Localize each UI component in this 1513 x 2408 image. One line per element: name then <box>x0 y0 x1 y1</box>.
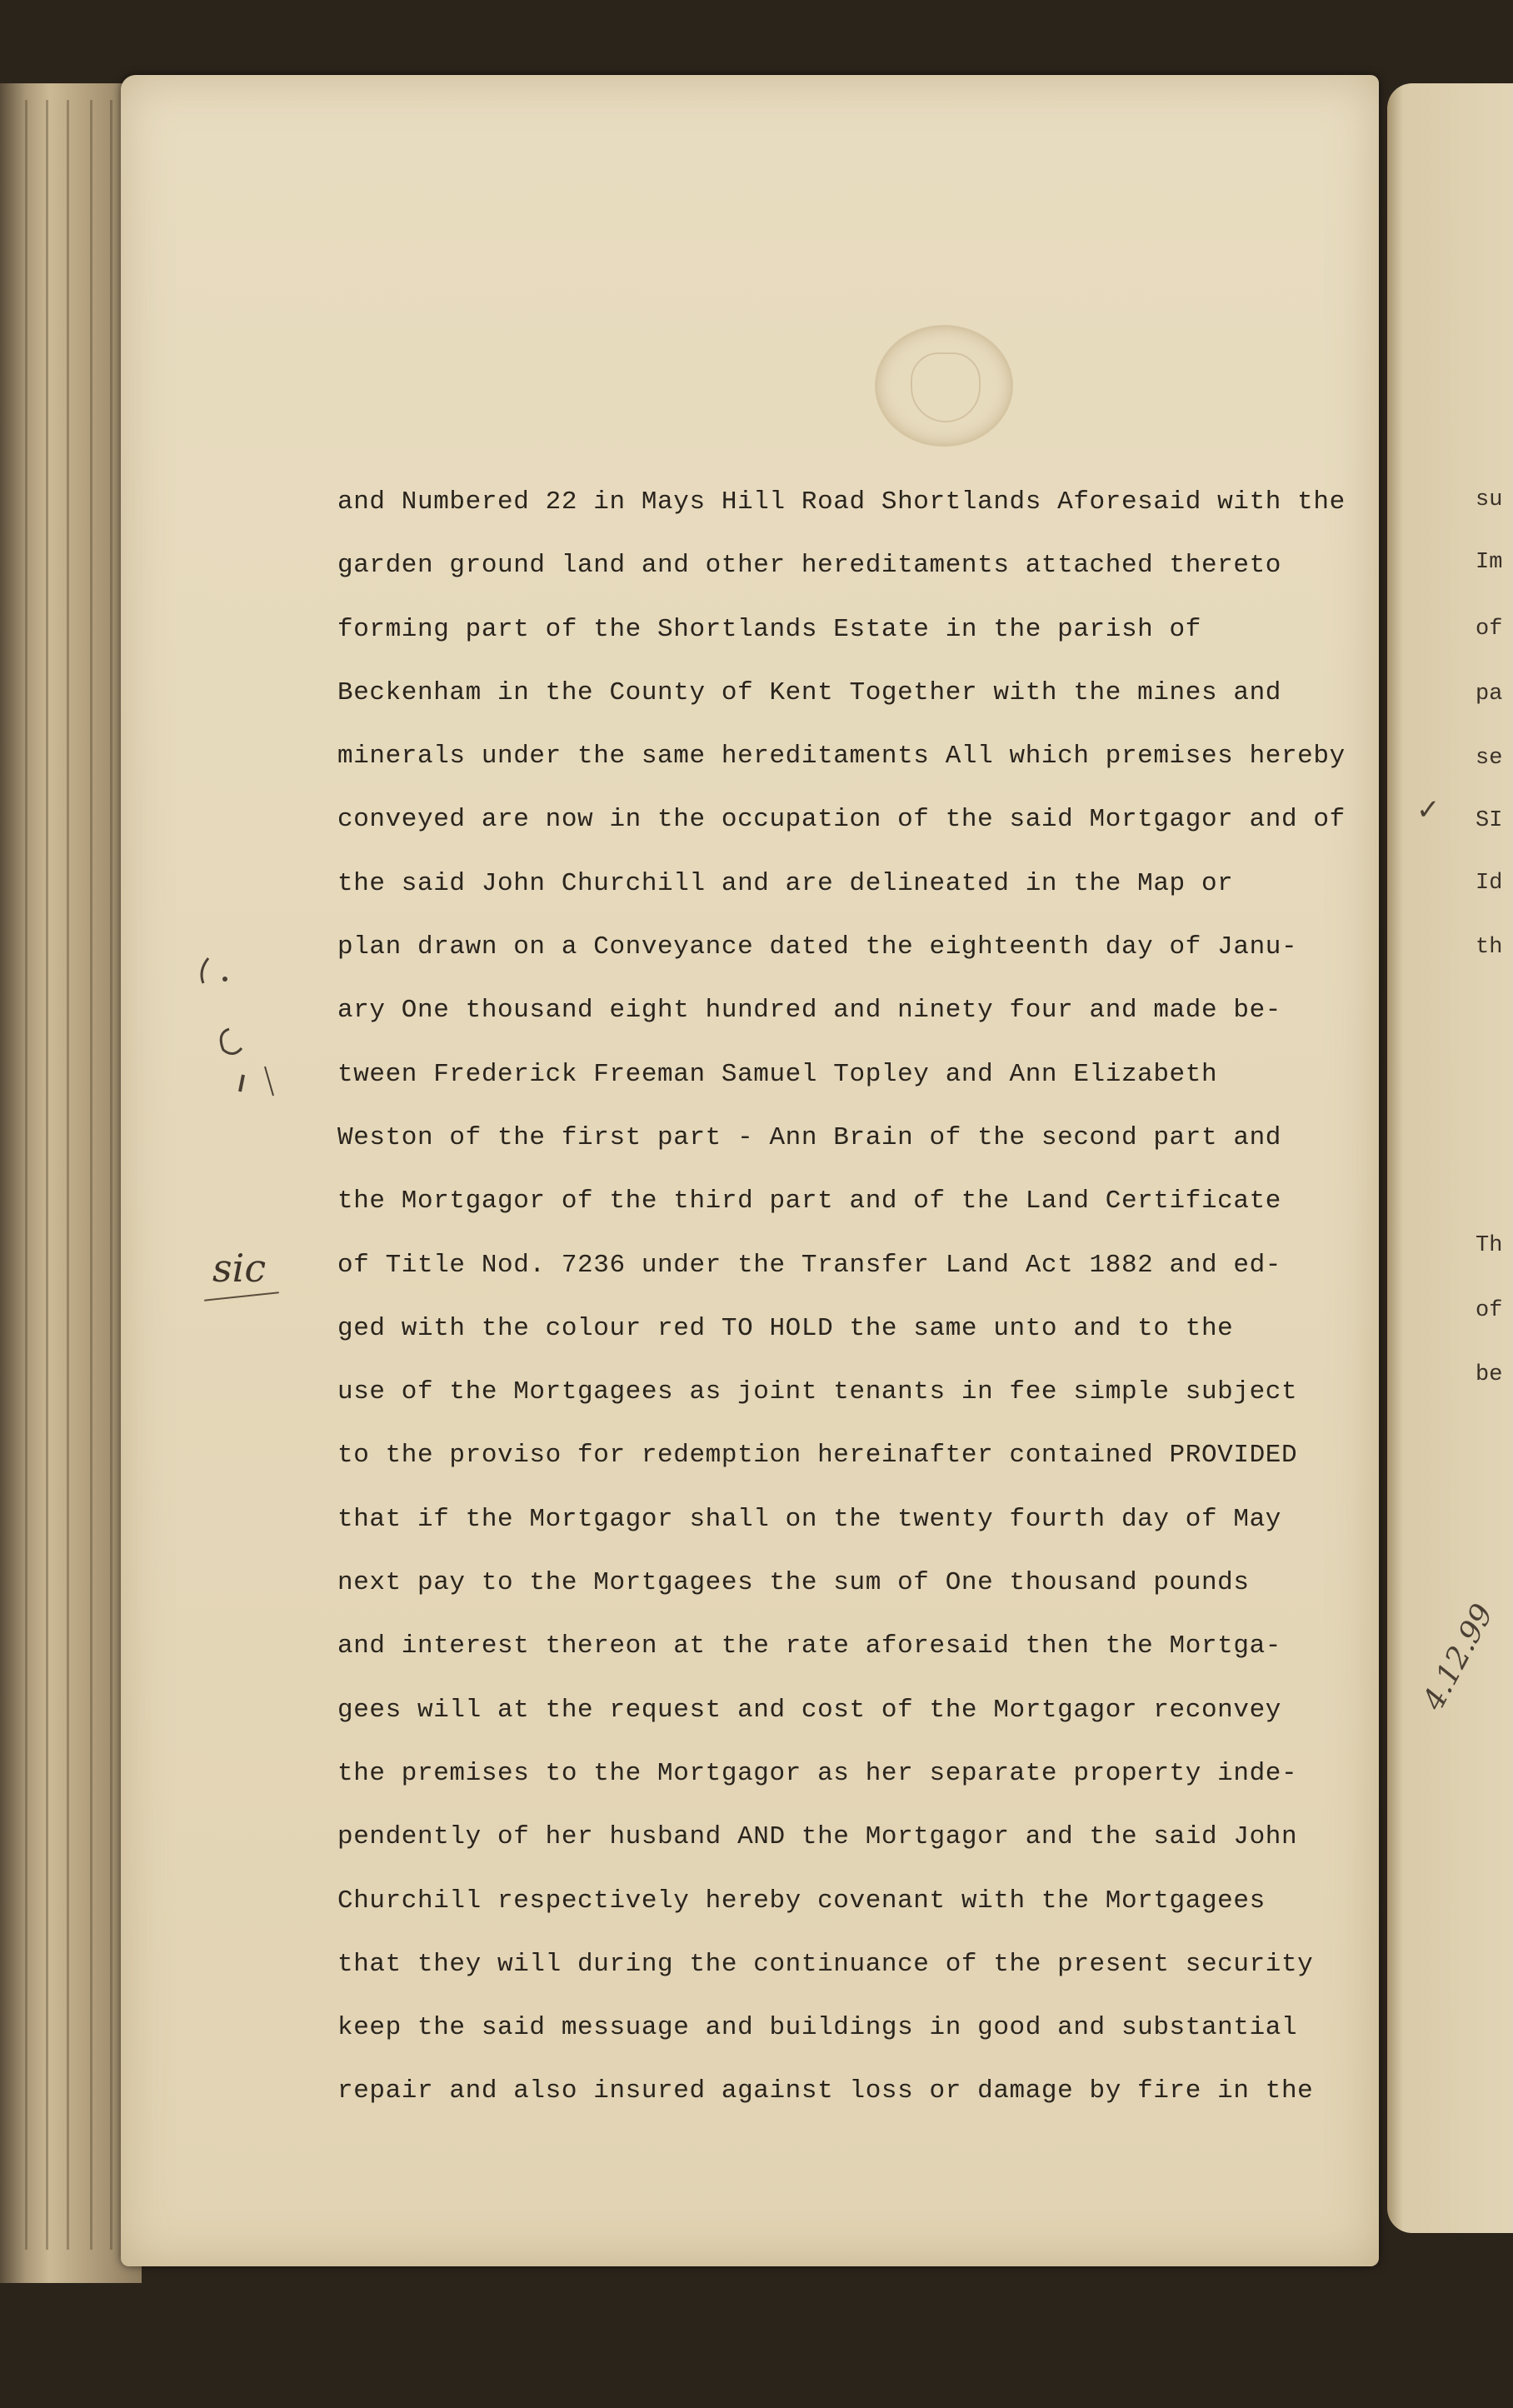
text-line: ged with the colour red TO HOLD the same unto and to the <box>337 1313 1234 1343</box>
facing-text: Th <box>1476 1233 1503 1258</box>
facing-text: Im <box>1476 550 1503 575</box>
page-edge <box>90 100 92 2250</box>
text-line: that if the Mortgagor shall on the twenty fourth day of May <box>337 1504 1281 1534</box>
facing-text: be <box>1476 1362 1503 1387</box>
text-line: and Numbered 22 in Mays Hill Road Shortlands Aforesaid with the <box>337 487 1346 517</box>
text-line: next pay to the Mortgagees the sum of One thousand pounds <box>337 1568 1250 1598</box>
facing-text: se <box>1476 746 1503 771</box>
text-line: the premises to the Mortgagor as her separate property inde- <box>337 1758 1298 1788</box>
text-line: forming part of the Shortlands Estate in the parish of <box>337 614 1201 644</box>
text-line: the said John Churchill and are delineated in the Map or <box>337 868 1234 898</box>
text-line: pendently of her husband AND the Mortgagor and the said John <box>337 1822 1298 1852</box>
text-line: minerals under the same hereditaments All which premises hereby <box>337 742 1346 772</box>
facing-page <box>1387 83 1513 2233</box>
date-annotation: 4.12.99 <box>1416 1598 1501 1716</box>
facing-text: su <box>1476 487 1503 512</box>
text-line: tween Frederick Freeman Samuel Topley and Ann Elizabeth <box>337 1059 1218 1089</box>
text-line: Churchill respectively hereby covenant with the Mortgagees <box>337 1886 1266 1916</box>
facing-text: Id <box>1476 871 1503 896</box>
facing-text: pa <box>1476 682 1503 707</box>
pencil-marks <box>192 950 283 1117</box>
text-line: plan drawn on a Conveyance dated the eighteenth day of Janu- <box>337 932 1298 962</box>
text-line: gees will at the request and cost of the Mortgagor reconvey <box>337 1695 1281 1725</box>
page-edge <box>67 100 69 2250</box>
text-line: repair and also insured against loss or damage by fire in the <box>337 2076 1314 2106</box>
check-icon: ✓ <box>1416 797 1441 828</box>
text-line: the Mortgagor of the third part and of the Land Certificate <box>337 1187 1281 1216</box>
text-line: Beckenham in the County of Kent Together with the mines and <box>337 677 1281 707</box>
text-line: Weston of the first part - Ann Brain of the second part and <box>337 1122 1281 1152</box>
page-edge <box>110 100 112 2250</box>
text-line: keep the said messuage and buildings in good and substantial <box>337 2013 1298 2043</box>
text-line: and interest thereon at the rate aforesaid then the Mortga- <box>337 1631 1281 1661</box>
text-line: use of the Mortgagees as joint tenants in fee simple subject <box>337 1377 1298 1407</box>
embossed-seal <box>875 325 1013 447</box>
deed-body-text <box>337 471 1379 2124</box>
facing-text: th <box>1476 935 1503 960</box>
facing-text: of <box>1476 1298 1503 1323</box>
margin-note-sic: sic <box>212 1246 267 1291</box>
facing-text: of <box>1476 617 1503 642</box>
facing-text: SI <box>1476 808 1503 833</box>
text-line: of Title Nod. 7236 under the Transfer Land Act 1882 and ed- <box>337 1250 1281 1280</box>
crest-icon <box>911 352 981 422</box>
text-line: conveyed are now in the occupation of the said Mortgagor and of <box>337 805 1346 835</box>
text-line: ary One thousand eight hundred and ninety four and made be- <box>337 996 1281 1026</box>
text-line: that they will during the continuance of the present security <box>337 1949 1314 1979</box>
text-line: to the proviso for redemption hereinafter contained PROVIDED <box>337 1441 1298 1471</box>
page-edge <box>46 100 48 2250</box>
text-line: garden ground land and other hereditaments attached thereto <box>337 551 1281 581</box>
page-edge <box>25 100 27 2250</box>
